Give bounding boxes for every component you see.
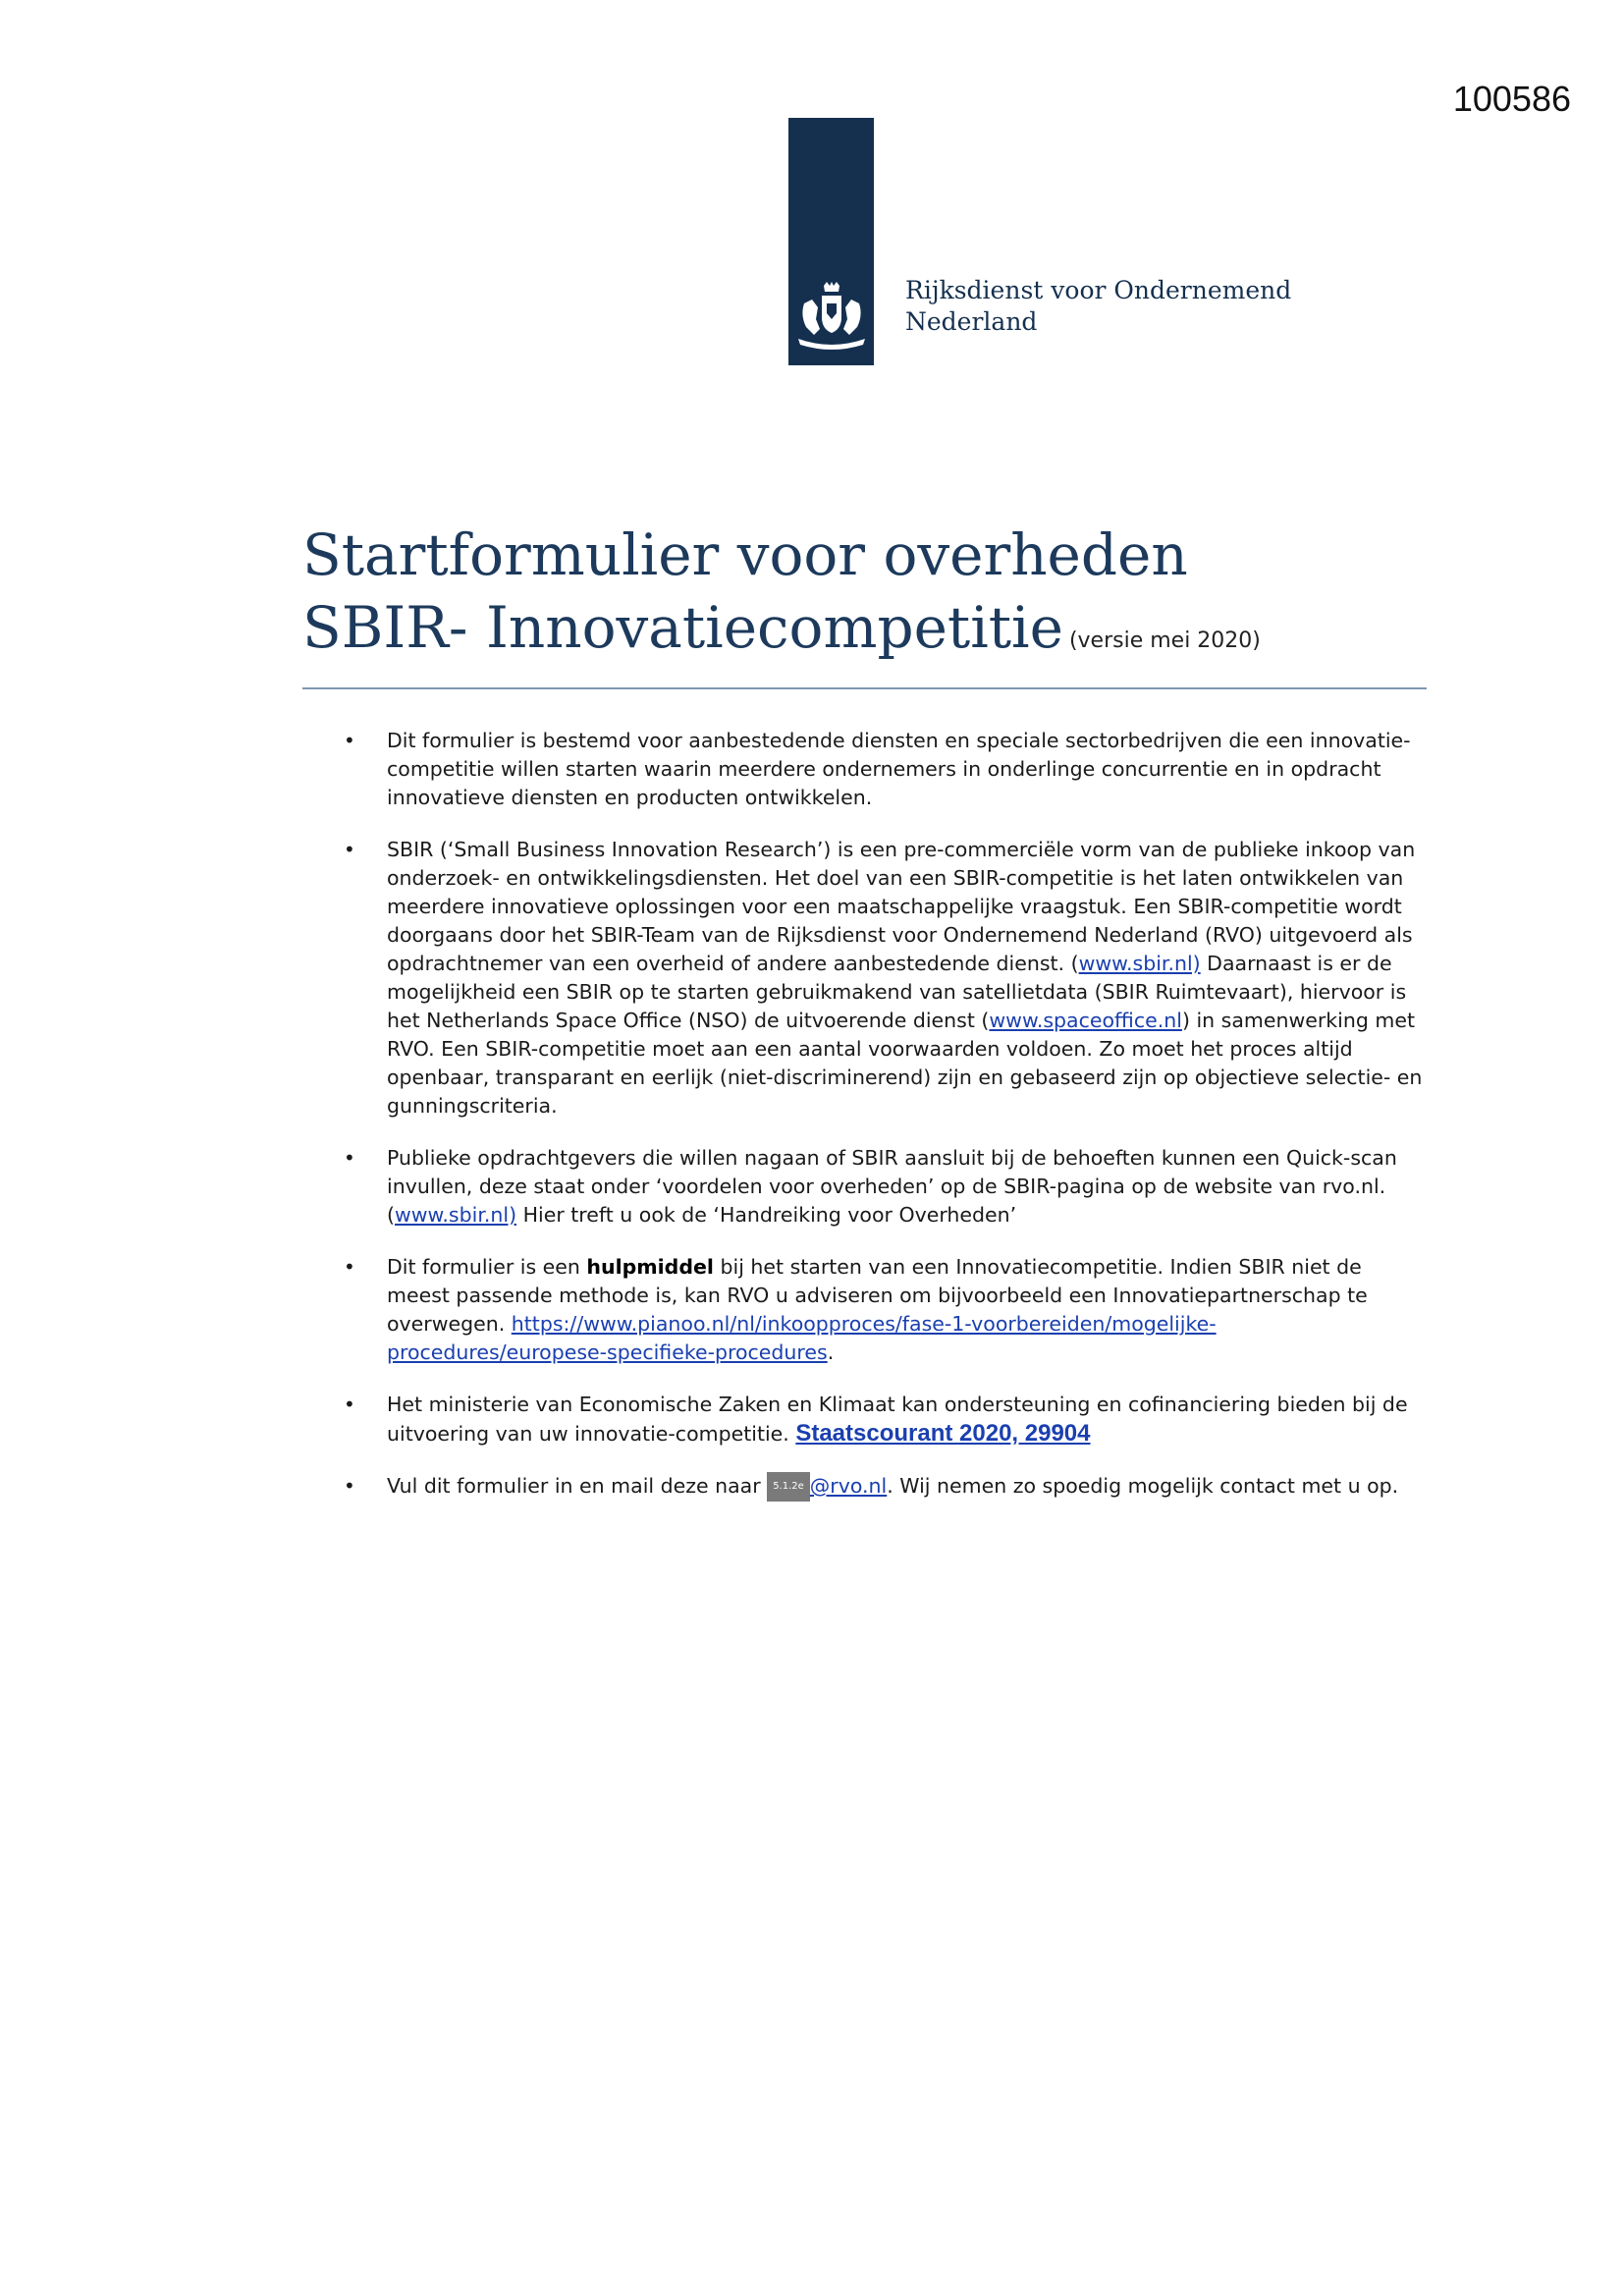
title-line2-wrapper	[302, 591, 1432, 678]
title-line2: SBIR- Innovatiecompetitie	[302, 594, 1063, 661]
bullet-icon: •	[344, 1255, 355, 1279]
bullet-3-part2: Hier treft u ook de ‘Handreiking voor Overheden’	[516, 1203, 1017, 1227]
bullet-icon: •	[344, 729, 355, 752]
list-item	[334, 1253, 1429, 1367]
bullet-list	[334, 727, 1429, 1525]
bullet-2-part2: Daarnaast is er de mogelijkheid een SBIR op te starten gebruikmakend van satellietdata (SBIR Ruimtevaart), hiervoor is het Netherlands Space Office (NSO) de uitvoerende dienst (	[387, 952, 1407, 1032]
bullet-6-part1: Vul dit formulier in en mail deze naar	[387, 1474, 768, 1498]
rijksoverheid-logo-bar	[788, 118, 874, 365]
bullet-2-part1: SBIR (‘Small Business Innovation Research’) is een pre-commerciële vorm van de publieke inkoop van onderzoek- en ontwikkelingsdiensten. Het doel van een SBIR-competitie is het laten ontwikkelen van meerdere innovatieve oplossingen voor een maatschappelijke vraagstuk. Een SBIR-competitie wordt doorgaans door het SBIR-Team van de Rijksdienst voor Ondernemend Nederland (RVO) uitgevoerd als opdrachtnemer van een overheid of andere aanbestedende dienst. (	[387, 838, 1416, 975]
bullet-2-part3: ) in samenwerking met RVO. Een SBIR-competitie moet aan een aantal voorwaarden voldoen. Zo moet het proces altijd openbaar, transparant en eerlijk (niet-discriminerend) zijn en gebaseerd zijn op objectieve selectie- en gunningscriteria.	[387, 1009, 1423, 1118]
coat-of-arms-icon	[794, 280, 869, 355]
bullet-3-part1: Publieke opdrachtgevers die willen nagaan of SBIR aansluit bij de behoeften kunnen een Quick-scan invullen, deze staat onder ‘voordelen voor overheden’ op de SBIR-pagina op de website van rvo.nl. (	[387, 1146, 1397, 1227]
list-item	[334, 1472, 1429, 1502]
list-item	[334, 1391, 1429, 1449]
bullet-icon: •	[344, 1393, 355, 1416]
organization-name-line1: Rijksdienst voor Ondernemend	[905, 276, 1292, 304]
bullet-5-part1: Het ministerie van Economische Zaken en Klimaat kan ondersteuning en cofinanciering bieden bij de uitvoering van uw innovatie-competitie.	[387, 1393, 1408, 1446]
bullet-1-text: Dit formulier is bestemd voor aanbestedende diensten en speciale sectorbedrijven die een innovatie-competitie willen starten waarin meerdere ondernemers in onderlinge concurrentie en in opdracht innovatieve diensten en producten ontwikkelen.	[387, 729, 1411, 809]
staatscourant-link[interactable]: Staatscourant 2020, 29904	[795, 1420, 1091, 1447]
pianoo-link[interactable]: https://www.pianoo.nl/nl/inkoopproces/fase-1-voorbereiden/mogelijke-procedures/europese-specifieke-procedures	[387, 1312, 1217, 1364]
bullet-4-bold: hulpmiddel	[586, 1255, 714, 1279]
title-divider	[302, 687, 1427, 689]
email-link[interactable]: @rvo.nl	[809, 1474, 888, 1498]
list-item	[334, 727, 1429, 812]
redacted-box: 5.1.2e	[767, 1472, 810, 1502]
list-item	[334, 836, 1429, 1121]
organization-name-line2: Nederland	[905, 307, 1038, 336]
bullet-4-part1: Dit formulier is een	[387, 1255, 587, 1279]
document-id: 100586	[1452, 79, 1571, 119]
spaceoffice-link[interactable]: www.spaceoffice.nl	[989, 1009, 1182, 1032]
bullet-4-part3: .	[827, 1340, 835, 1364]
sbir-link[interactable]: www.sbir.nl)	[1078, 952, 1201, 975]
version-label: (versie mei 2020)	[1068, 629, 1261, 653]
organization-name	[905, 275, 1291, 338]
bullet-icon: •	[344, 1474, 355, 1498]
sbir-link-2[interactable]: www.sbir.nl)	[395, 1203, 517, 1227]
list-item	[334, 1144, 1429, 1230]
bullet-4-part2: bij het starten van een Innovatiecompetitie. Indien SBIR niet de meest passende methode is, kan RVO u adviseren om bijvoorbeeld een Innovatiepartnerschap te overwegen.	[387, 1255, 1368, 1336]
bullet-icon: •	[344, 1146, 355, 1170]
bullet-6-part2: . Wij nemen zo spoedig mogelijk contact met u op.	[887, 1474, 1399, 1498]
bullet-icon: •	[344, 838, 355, 861]
title-line1: Startformulier voor overheden	[302, 521, 1188, 588]
page-title	[302, 519, 1432, 678]
